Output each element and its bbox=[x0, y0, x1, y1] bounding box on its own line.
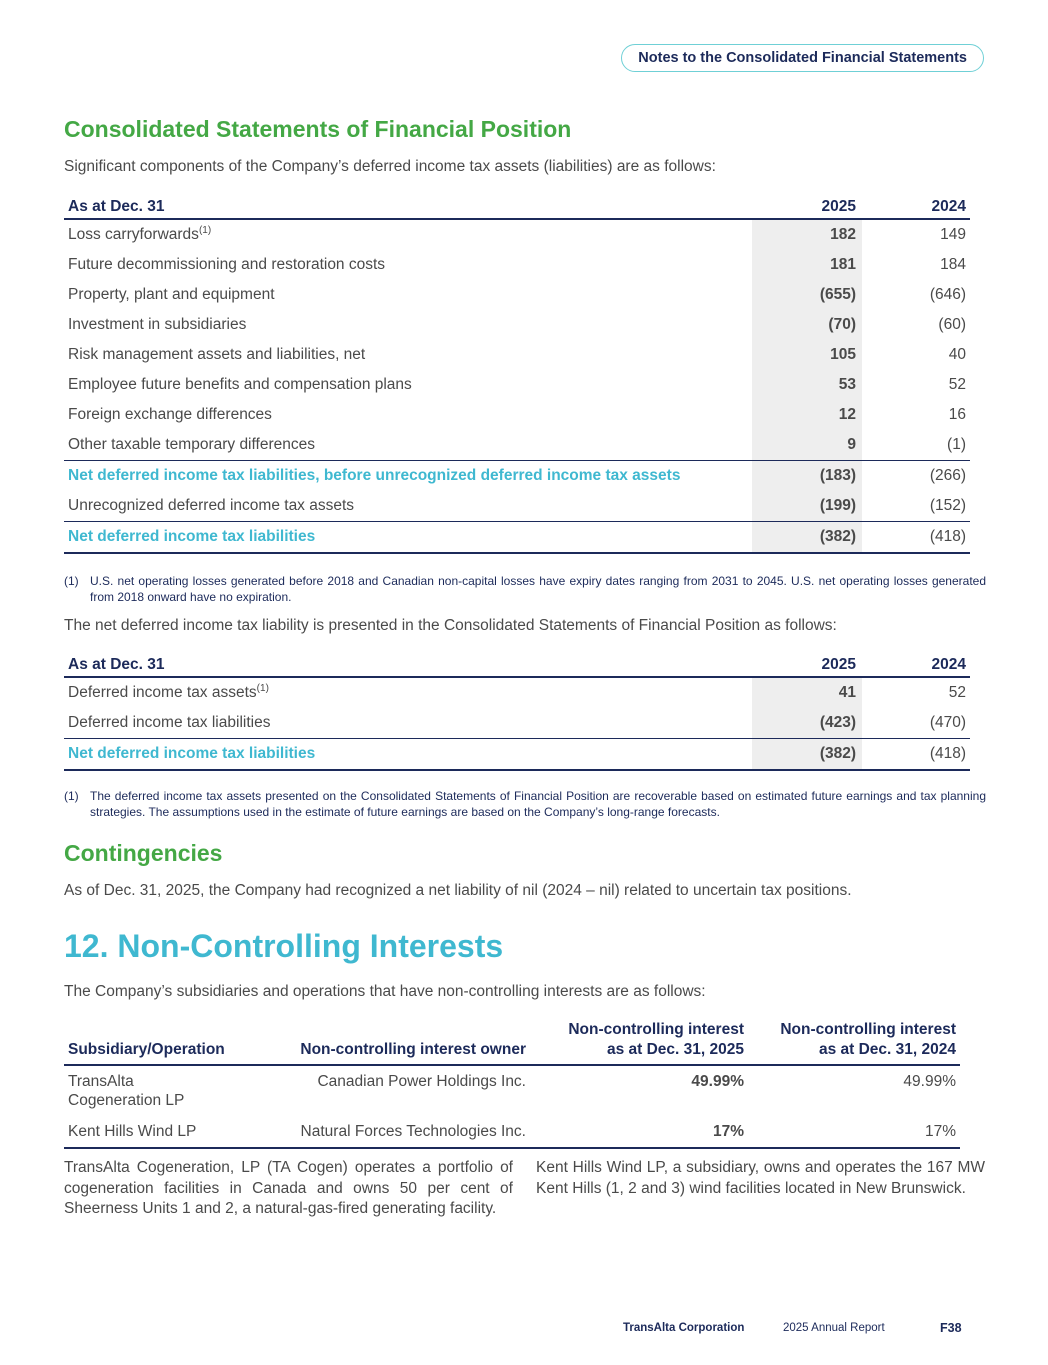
row-value-current: 12 bbox=[752, 400, 862, 430]
row-value-current: (199) bbox=[752, 491, 862, 522]
table-header-row bbox=[64, 1018, 960, 1065]
table-row bbox=[64, 219, 970, 250]
row-interest-prior: 49.99% bbox=[903, 1073, 956, 1090]
financial-position-intro-2: The net deferred income tax liability is presented in the Consolidated Statements of Financial Position as follows: bbox=[64, 617, 837, 634]
row-value-prior: 184 bbox=[940, 256, 966, 273]
row-value-prior: (60) bbox=[938, 316, 966, 333]
table-row bbox=[64, 430, 970, 461]
row-value-current: 41 bbox=[752, 677, 862, 708]
financial-position-intro: Significant components of the Company’s deferred income tax assets (liabilities) are as follows: bbox=[64, 158, 716, 175]
nci-intro: The Company’s subsidiaries and operations that have non-controlling interests are as follows: bbox=[64, 983, 706, 1000]
row-value-current: (382) bbox=[752, 739, 862, 771]
footer-page-number: F38 bbox=[940, 1321, 962, 1335]
row-value-current: 182 bbox=[752, 219, 862, 250]
footnote-text: U.S. net operating losses generated before 2018 and Canadian non-capital losses have expiry dates ranging from 2031 to 2045. U.S. net operating losses generated from 2018 onward have no expiration. bbox=[90, 574, 986, 604]
total-row bbox=[64, 522, 970, 554]
col-header-current-interest: Non-controlling interest as at Dec. 31, 2025 bbox=[530, 1018, 748, 1065]
row-label: Risk management assets and liabilities, net bbox=[68, 346, 366, 363]
contingencies-title: Contingencies bbox=[64, 840, 223, 866]
col-header-prior-year: 2024 bbox=[862, 652, 970, 677]
row-label: Property, plant and equipment bbox=[68, 286, 275, 303]
financial-position-title: Consolidated Statements of Financial Position bbox=[64, 116, 572, 142]
row-value-prior: 52 bbox=[948, 684, 966, 701]
footnote-1 bbox=[64, 573, 986, 605]
nci-text-right: Kent Hills Wind LP, a subsidiary, owns and operates the 167 MW Kent Hills (1, 2 and 3) wind facilities located in New Brunswick. bbox=[536, 1159, 985, 1197]
footnote-text: The deferred income tax assets presented on the Consolidated Statements of Financial Position are recoverable based on estimated future earnings and tax planning strategies. The assumptions used in the estimate of future earnings are based on the Company’s long-range forecasts. bbox=[90, 789, 986, 819]
footer-company: TransAlta Corporation bbox=[623, 1322, 745, 1334]
footnote-2 bbox=[64, 788, 986, 820]
row-owner: Natural Forces Technologies Inc. bbox=[278, 1116, 530, 1148]
contingencies-text: As of Dec. 31, 2025, the Company had recognized a net liability of nil (2024 – nil) related to uncertain tax positions. bbox=[64, 882, 852, 899]
col-header-subsidiary: Subsidiary/Operation bbox=[64, 1018, 278, 1065]
nci-title: 12. Non-Controlling Interests bbox=[64, 928, 504, 964]
row-value-current: (382) bbox=[752, 522, 862, 554]
row-label: Net deferred income tax liabilities bbox=[64, 739, 752, 771]
row-label: Future decommissioning and restoration costs bbox=[68, 256, 386, 273]
col-header-prior-interest: Non-controlling interest as at Dec. 31, 2024 bbox=[748, 1018, 960, 1065]
col-header-label: As at Dec. 31 bbox=[64, 652, 752, 677]
table-row bbox=[64, 708, 970, 739]
row-value-current: (183) bbox=[752, 461, 862, 492]
table-row bbox=[64, 370, 970, 400]
footnote-marker: (1) bbox=[64, 789, 79, 803]
row-value-prior: (418) bbox=[862, 739, 970, 771]
nci-text-left: TransAlta Cogeneration, LP (TA Cogen) operates a portfolio of cogeneration facilities in Canada and owns 50 per cent of Sheerness Units 1 and 2, a natural-gas-fired generating facility. bbox=[64, 1159, 513, 1217]
row-value-current: (655) bbox=[752, 280, 862, 310]
row-value-prior: (266) bbox=[862, 461, 970, 492]
row-label: Deferred income tax liabilities bbox=[68, 714, 271, 731]
row-interest-prior: 17% bbox=[748, 1116, 960, 1148]
col-header-prior-year: 2024 bbox=[862, 194, 970, 219]
row-owner: Canadian Power Holdings Inc. bbox=[317, 1073, 526, 1090]
table-row bbox=[64, 340, 970, 370]
footnote-marker: (1) bbox=[64, 574, 79, 588]
deferred-tax-components-table bbox=[64, 194, 970, 554]
row-value-current: 105 bbox=[752, 340, 862, 370]
footer-report: 2025 Annual Report bbox=[783, 1322, 885, 1334]
row-value-prior: (418) bbox=[862, 522, 970, 554]
row-value-current: 53 bbox=[752, 370, 862, 400]
row-value-current: 181 bbox=[752, 250, 862, 280]
row-value-prior: 149 bbox=[940, 226, 966, 243]
table-row bbox=[64, 491, 970, 522]
row-value-current: (70) bbox=[752, 310, 862, 340]
footnote-ref: (1) bbox=[256, 683, 269, 695]
row-value-prior: (646) bbox=[929, 286, 966, 303]
row-interest-current: 17% bbox=[530, 1116, 748, 1148]
row-value-prior: 52 bbox=[948, 376, 966, 393]
section-label-badge: Notes to the Consolidated Financial Statements bbox=[621, 44, 984, 72]
deferred-tax-presentation-table bbox=[64, 652, 970, 771]
footnote-ref: (1) bbox=[198, 225, 212, 237]
subtotal-row bbox=[64, 461, 970, 492]
total-row bbox=[64, 739, 970, 771]
row-value-prior: (152) bbox=[929, 497, 966, 514]
table-row bbox=[64, 400, 970, 430]
row-value-current: (423) bbox=[752, 708, 862, 739]
row-value-prior: 40 bbox=[948, 346, 966, 363]
col-header-label: As at Dec. 31 bbox=[64, 194, 752, 219]
table-row bbox=[64, 250, 970, 280]
table-row bbox=[64, 1065, 960, 1116]
col-header-current-year: 2025 bbox=[752, 194, 862, 219]
table-header-row bbox=[64, 652, 970, 677]
row-label: Employee future benefits and compensation plans bbox=[68, 376, 412, 393]
row-label: Foreign exchange differences bbox=[68, 406, 272, 423]
row-label: Loss carryforwards$^{(1)}$ bbox=[68, 225, 212, 244]
row-value-current: 9 bbox=[752, 430, 862, 461]
col-header-owner: Non-controlling interest owner bbox=[278, 1018, 530, 1065]
row-label: Investment in subsidiaries bbox=[68, 316, 247, 333]
row-subsidiary: TransAlta Cogeneration LP bbox=[68, 1073, 185, 1109]
table-row bbox=[64, 280, 970, 310]
table-row bbox=[64, 677, 970, 708]
table-row bbox=[64, 310, 970, 340]
row-label: Unrecognized deferred income tax assets bbox=[68, 497, 355, 514]
row-label: Deferred income tax assets$^{(1)}$ bbox=[68, 683, 269, 702]
col-header-current-year: 2025 bbox=[752, 652, 862, 677]
row-subsidiary: Kent Hills Wind LP bbox=[64, 1116, 278, 1148]
row-value-prior: (1) bbox=[947, 436, 966, 453]
row-value-prior: (470) bbox=[929, 714, 966, 731]
table-header-row bbox=[64, 194, 970, 219]
nci-table bbox=[64, 1018, 960, 1149]
row-label: Other taxable temporary differences bbox=[68, 436, 315, 453]
table-row bbox=[64, 1116, 960, 1148]
row-label: Net deferred income tax liabilities bbox=[64, 522, 752, 554]
row-value-prior: 16 bbox=[948, 406, 966, 423]
row-label: Net deferred income tax liabilities, before unrecognized deferred income tax assets bbox=[64, 461, 752, 492]
row-interest-current: 49.99% bbox=[691, 1073, 744, 1090]
